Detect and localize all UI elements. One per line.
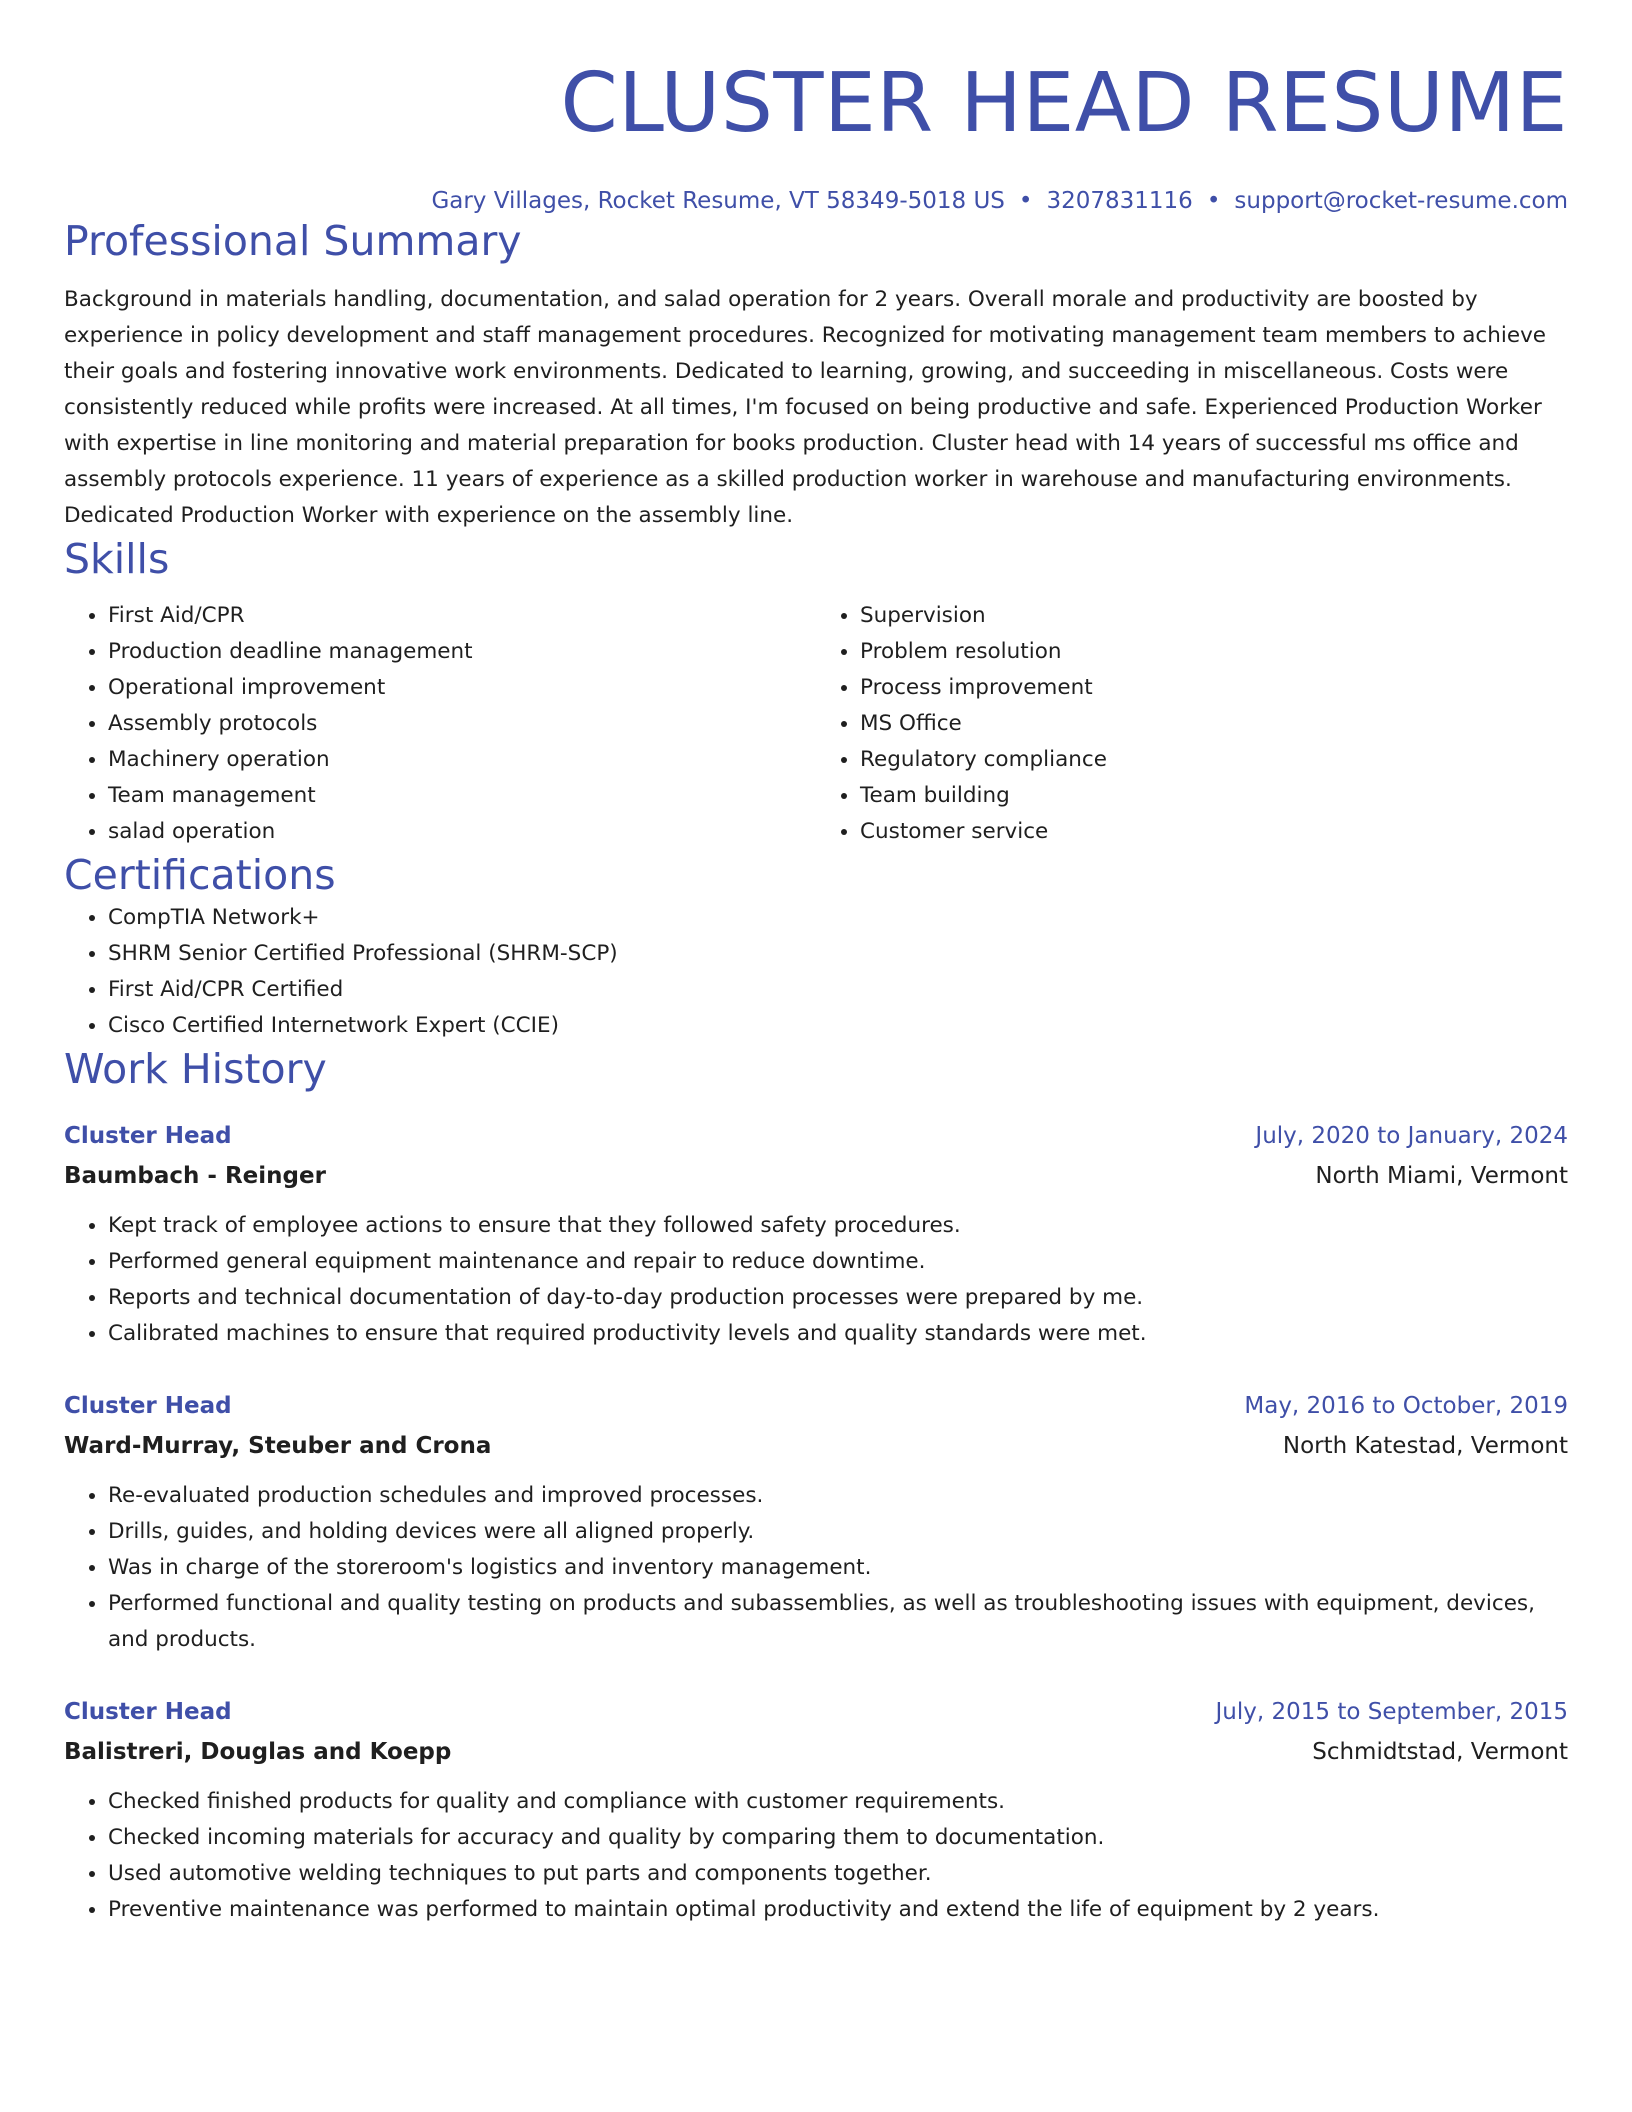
summary-text: Background in materials handling, documentation, and salad operation for 2 years. Overall morale and productivity are boosted by experience in policy development and staff management procedures. Recognized for motivating management team members to achieve their goals and fostering innovative work environments. Dedicated to learning, growing, and succeeding in miscellaneous. Costs were consistently reduced while profits were increased. At all times, I'm focused on being productive and safe. Experienced Production Worker with expertise in line monitoring and material preparation for books production. Cluster head with 14 years of successful ms office and assembly protocols experience. 11 years of experience as a skilled production worker in warehouse and manufacturing environments. Dedicated Production Worker with experience on the assembly line. <box>64 287 1547 528</box>
job-entry <box>64 1386 1568 1658</box>
skills-heading: Skills <box>64 535 170 583</box>
skills-right-list <box>816 598 1568 850</box>
resume-title: CLUSTER HEAD RESUME <box>560 56 1568 151</box>
skill-item: • Regulatory compliance <box>860 742 1568 778</box>
job-company: Ward-Murray, Steuber and Crona <box>64 1433 492 1459</box>
job-company-row <box>64 1426 1568 1466</box>
job-company: Baumbach - Reinger <box>64 1163 326 1189</box>
job-header-row <box>64 1386 1568 1426</box>
skill-item: • First Aid/CPR <box>108 598 816 634</box>
job-title: Cluster Head <box>64 1699 232 1725</box>
job-duties-list <box>64 1784 1568 1928</box>
contact-phone: 3207831116 <box>1046 188 1193 214</box>
contact-email: support@rocket-resume.com <box>1234 188 1568 214</box>
job-title: Cluster Head <box>64 1123 232 1149</box>
skill-item: • Operational improvement <box>108 670 816 706</box>
skill-item: • Problem resolution <box>860 634 1568 670</box>
job-duty: • Performed general equipment maintenance and repair to reduce downtime. <box>108 1244 1568 1280</box>
job-dates: July, 2020 to January, 2024 <box>1255 1123 1568 1149</box>
job-duty: • Checked incoming materials for accuracy and quality by comparing them to documentation. <box>108 1820 1568 1856</box>
certifications-heading: Certifications <box>64 851 336 899</box>
certification-item: • CompTIA Network+ <box>108 900 1568 936</box>
summary-heading: Professional Summary <box>64 217 522 265</box>
job-duties-list <box>64 1208 1568 1352</box>
job-duty: • Kept track of employee actions to ensure that they followed safety procedures. <box>108 1208 1568 1244</box>
skill-item: • Process improvement <box>860 670 1568 706</box>
job-title: Cluster Head <box>64 1393 232 1419</box>
certification-item: • First Aid/CPR Certified <box>108 972 1568 1008</box>
job-entry <box>64 1116 1568 1352</box>
job-duty: • Drills, guides, and holding devices were all aligned properly. <box>108 1514 1568 1550</box>
certification-item: • Cisco Certified Internetwork Expert (CCIE) <box>108 1008 1568 1044</box>
contact-separator: • <box>1018 188 1033 214</box>
job-duty: • Used automotive welding techniques to put parts and components together. <box>108 1856 1568 1892</box>
job-duty: • Reports and technical documentation of day-to-day production processes were prepared by me. <box>108 1280 1568 1316</box>
job-company: Balistreri, Douglas and Koepp <box>64 1739 452 1765</box>
skill-item: • Customer service <box>860 814 1568 850</box>
contact-address: Gary Villages, Rocket Resume, VT 58349-5018 US <box>431 188 1005 214</box>
contact-line <box>64 186 1568 216</box>
skill-item: • Production deadline management <box>108 634 816 670</box>
job-duty: • Re-evaluated production schedules and improved processes. <box>108 1478 1568 1514</box>
certification-item: • SHRM Senior Certified Professional (SHRM-SCP) <box>108 936 1568 972</box>
job-header-row <box>64 1692 1568 1732</box>
skill-item: • Team building <box>860 778 1568 814</box>
skill-item: • Supervision <box>860 598 1568 634</box>
skill-item: • Team management <box>108 778 816 814</box>
job-duty: • Calibrated machines to ensure that required productivity levels and quality standards were met. <box>108 1316 1568 1352</box>
contact-separator: • <box>1206 188 1221 214</box>
skill-item: • Assembly protocols <box>108 706 816 742</box>
job-location: North Miami, Vermont <box>1315 1163 1568 1189</box>
job-company-row <box>64 1732 1568 1772</box>
job-duty: • Preventive maintenance was performed to maintain optimal productivity and extend the life of equipment by 2 years. <box>108 1892 1568 1928</box>
job-dates: July, 2015 to September, 2015 <box>1215 1699 1568 1725</box>
job-duty: • Checked finished products for quality and compliance with customer requirements. <box>108 1784 1568 1820</box>
certifications-list <box>64 900 1568 1044</box>
skills-left-list <box>64 598 816 850</box>
job-duty: • Was in charge of the storeroom's logistics and inventory management. <box>108 1550 1568 1586</box>
skill-item: • Machinery operation <box>108 742 816 778</box>
skill-item: • salad operation <box>108 814 816 850</box>
skills-columns <box>64 598 1568 850</box>
job-location: Schmidtstad, Vermont <box>1312 1739 1568 1765</box>
job-header-row <box>64 1116 1568 1156</box>
skill-item: • MS Office <box>860 706 1568 742</box>
job-duty: • Performed functional and quality testing on products and subassemblies, as well as troubleshooting issues with equipment, devices, and products. <box>108 1586 1568 1658</box>
job-duties-list <box>64 1478 1568 1658</box>
job-dates: May, 2016 to October, 2019 <box>1244 1393 1568 1419</box>
job-entry <box>64 1692 1568 1928</box>
work-history-heading: Work History <box>64 1045 327 1093</box>
job-company-row <box>64 1156 1568 1196</box>
job-location: North Katestad, Vermont <box>1282 1433 1568 1459</box>
